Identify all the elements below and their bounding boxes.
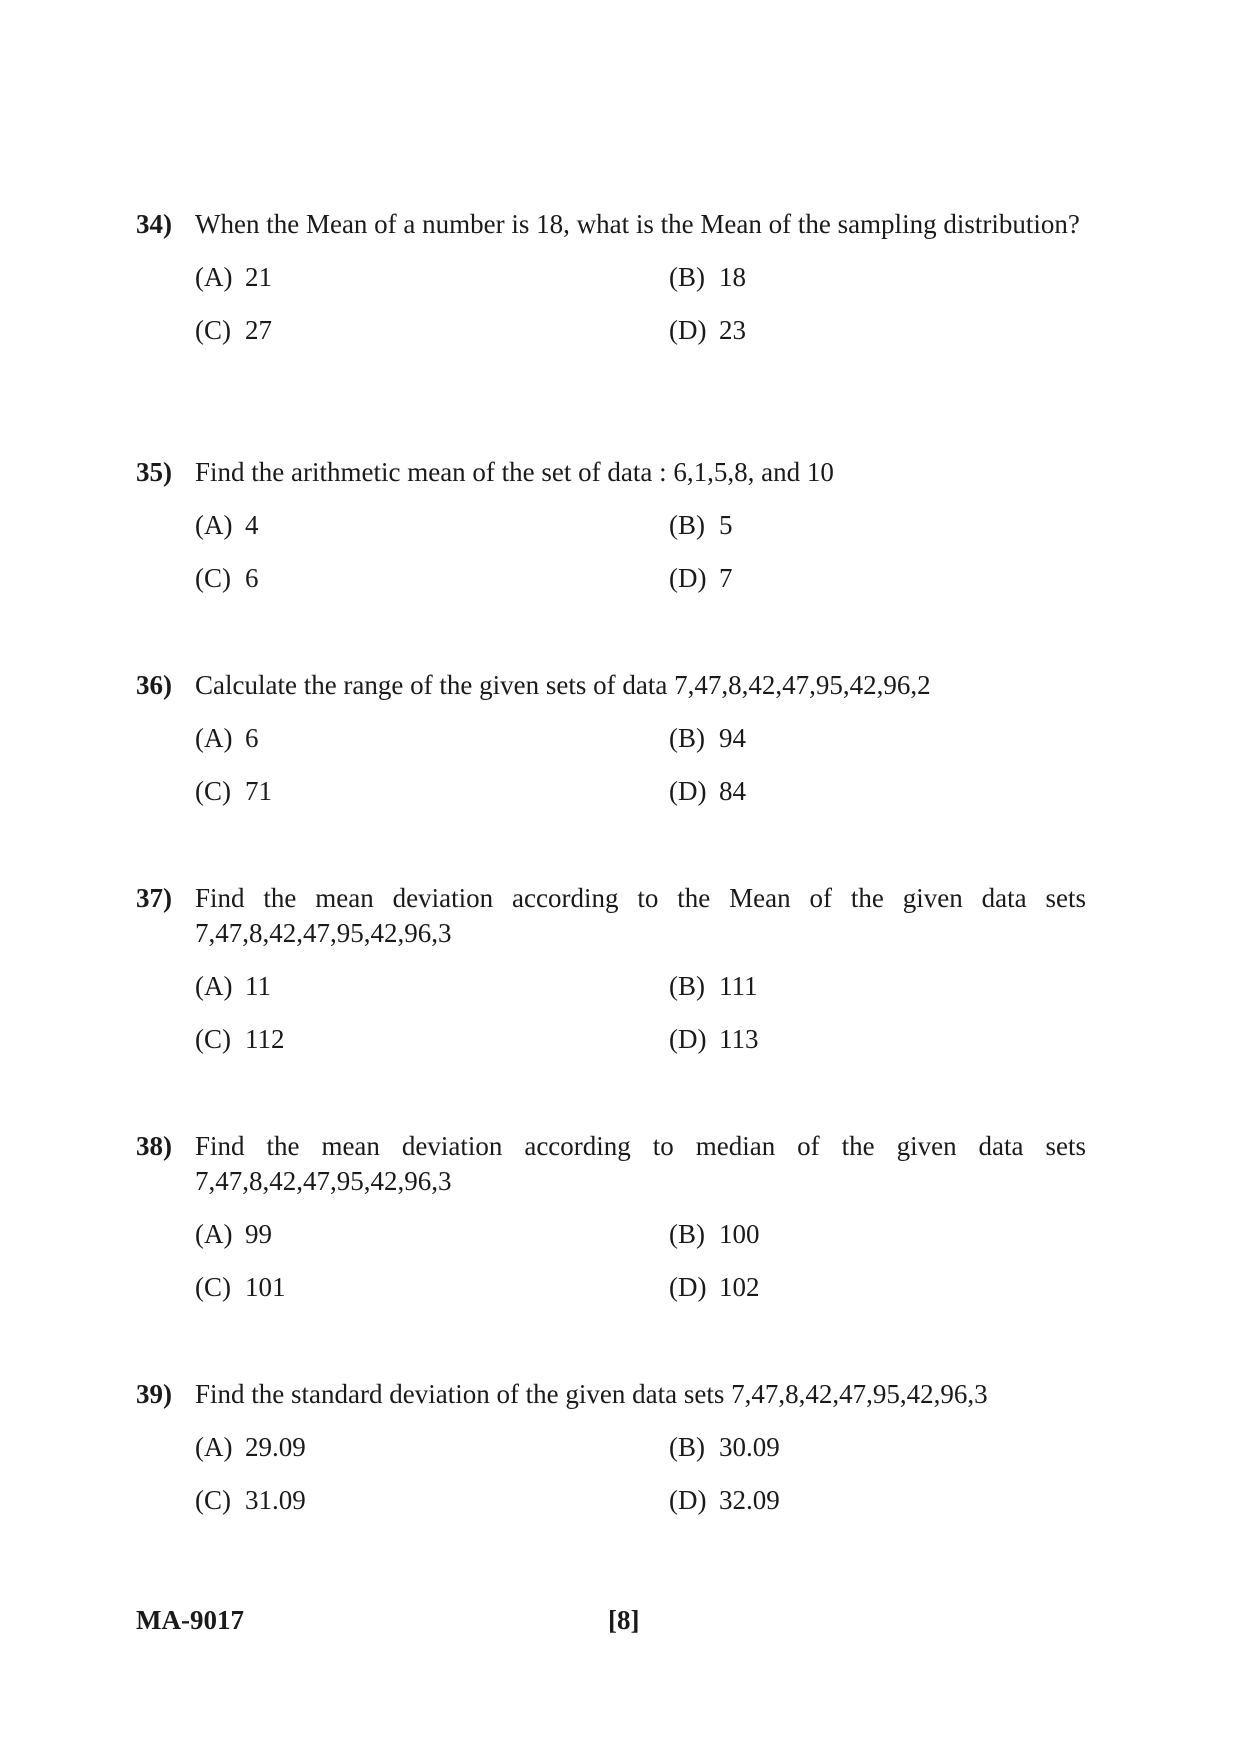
options-grid bbox=[195, 1217, 1086, 1305]
option-c bbox=[195, 313, 669, 348]
option-value: 113 bbox=[719, 1024, 759, 1054]
option-letter: (B) bbox=[669, 1219, 705, 1249]
option-value: 84 bbox=[719, 776, 746, 806]
option-letter: (A) bbox=[195, 723, 233, 753]
option-value: 111 bbox=[719, 971, 758, 1001]
question-header bbox=[136, 455, 1086, 490]
option-letter: (D) bbox=[669, 315, 707, 345]
option-b bbox=[669, 1430, 1069, 1465]
question-text: Find the standard deviation of the given data sets 7,47,8,42,47,95,42,96,3 bbox=[195, 1379, 988, 1409]
option-c bbox=[195, 561, 669, 596]
option-value: 112 bbox=[245, 1024, 285, 1054]
question-header bbox=[136, 1129, 1086, 1199]
option-b bbox=[669, 721, 1069, 756]
exam-code: MA-9017 bbox=[136, 1605, 244, 1635]
question-text: Calculate the range of the given sets of data 7,47,8,42,47,95,42,96,2 bbox=[195, 670, 931, 700]
option-c bbox=[195, 774, 669, 809]
option-letter: (A) bbox=[195, 262, 233, 292]
option-letter: (D) bbox=[669, 1272, 707, 1302]
option-letter: (D) bbox=[669, 563, 707, 593]
option-a bbox=[195, 721, 669, 756]
option-b bbox=[669, 969, 1069, 1004]
option-letter: (C) bbox=[195, 776, 231, 806]
question-header bbox=[136, 668, 1086, 703]
question-text: Find the arithmetic mean of the set of data : 6,1,5,8, and 10 bbox=[195, 457, 834, 487]
option-letter: (B) bbox=[669, 971, 705, 1001]
option-letter: (A) bbox=[195, 510, 233, 540]
question-number: 36) bbox=[136, 670, 172, 700]
option-value: 30.09 bbox=[719, 1432, 780, 1462]
option-value: 27 bbox=[245, 315, 272, 345]
option-d bbox=[669, 1483, 1069, 1518]
option-letter: (D) bbox=[669, 1024, 707, 1054]
question-number: 35) bbox=[136, 457, 172, 487]
question-number: 34) bbox=[136, 209, 172, 239]
question-number: 39) bbox=[136, 1379, 172, 1409]
option-value: 94 bbox=[719, 723, 746, 753]
option-value: 29.09 bbox=[245, 1432, 306, 1462]
question-text: Find the mean deviation according to the Mean of the given data sets 7,47,8,42,47,95,42,96,3 bbox=[195, 883, 1086, 948]
option-d bbox=[669, 1270, 1069, 1305]
option-c bbox=[195, 1022, 669, 1057]
page-number: [8] bbox=[608, 1605, 640, 1635]
option-letter: (B) bbox=[669, 262, 705, 292]
option-value: 31.09 bbox=[245, 1485, 306, 1515]
option-d bbox=[669, 313, 1069, 348]
option-a bbox=[195, 260, 669, 295]
option-d bbox=[669, 774, 1069, 809]
option-letter: (C) bbox=[195, 1024, 231, 1054]
question-38 bbox=[136, 1129, 1086, 1305]
question-35 bbox=[136, 455, 1086, 596]
option-letter: (C) bbox=[195, 315, 231, 345]
option-value: 71 bbox=[245, 776, 272, 806]
option-value: 32.09 bbox=[719, 1485, 780, 1515]
question-text: Find the mean deviation according to median of the given data sets 7,47,8,42,47,95,42,96,3 bbox=[195, 1131, 1086, 1196]
option-d bbox=[669, 561, 1069, 596]
options-grid bbox=[195, 1430, 1086, 1518]
option-value: 99 bbox=[245, 1219, 272, 1249]
question-header bbox=[136, 207, 1086, 242]
option-value: 6 bbox=[245, 563, 259, 593]
options-grid bbox=[195, 260, 1086, 348]
option-c bbox=[195, 1483, 669, 1518]
options-grid bbox=[195, 721, 1086, 809]
option-letter: (C) bbox=[195, 563, 231, 593]
option-b bbox=[669, 260, 1069, 295]
option-value: 21 bbox=[245, 262, 272, 292]
question-number: 38) bbox=[136, 1131, 172, 1161]
option-letter: (A) bbox=[195, 1432, 233, 1462]
options-grid bbox=[195, 969, 1086, 1057]
option-value: 101 bbox=[245, 1272, 286, 1302]
option-letter: (B) bbox=[669, 510, 705, 540]
option-b bbox=[669, 508, 1069, 543]
option-value: 6 bbox=[245, 723, 259, 753]
question-header bbox=[136, 881, 1086, 951]
option-letter: (A) bbox=[195, 1219, 233, 1249]
question-36 bbox=[136, 668, 1086, 809]
option-value: 18 bbox=[719, 262, 746, 292]
option-value: 4 bbox=[245, 510, 259, 540]
option-b bbox=[669, 1217, 1069, 1252]
option-a bbox=[195, 1217, 669, 1252]
option-value: 100 bbox=[719, 1219, 760, 1249]
option-value: 7 bbox=[719, 563, 733, 593]
option-letter: (A) bbox=[195, 971, 233, 1001]
option-letter: (B) bbox=[669, 723, 705, 753]
question-37 bbox=[136, 881, 1086, 1057]
option-letter: (D) bbox=[669, 1485, 707, 1515]
option-value: 11 bbox=[245, 971, 271, 1001]
option-value: 23 bbox=[719, 315, 746, 345]
option-letter: (B) bbox=[669, 1432, 705, 1462]
option-letter: (C) bbox=[195, 1485, 231, 1515]
option-a bbox=[195, 508, 669, 543]
option-letter: (C) bbox=[195, 1272, 231, 1302]
question-39 bbox=[136, 1377, 1086, 1518]
option-a bbox=[195, 969, 669, 1004]
question-34 bbox=[136, 207, 1086, 348]
option-a bbox=[195, 1430, 669, 1465]
option-value: 102 bbox=[719, 1272, 760, 1302]
option-c bbox=[195, 1270, 669, 1305]
question-text: When the Mean of a number is 18, what is the Mean of the sampling distribution? bbox=[195, 209, 1080, 239]
option-value: 5 bbox=[719, 510, 733, 540]
options-grid bbox=[195, 508, 1086, 596]
option-d bbox=[669, 1022, 1069, 1057]
option-letter: (D) bbox=[669, 776, 707, 806]
question-header bbox=[136, 1377, 1086, 1412]
question-number: 37) bbox=[136, 883, 172, 913]
